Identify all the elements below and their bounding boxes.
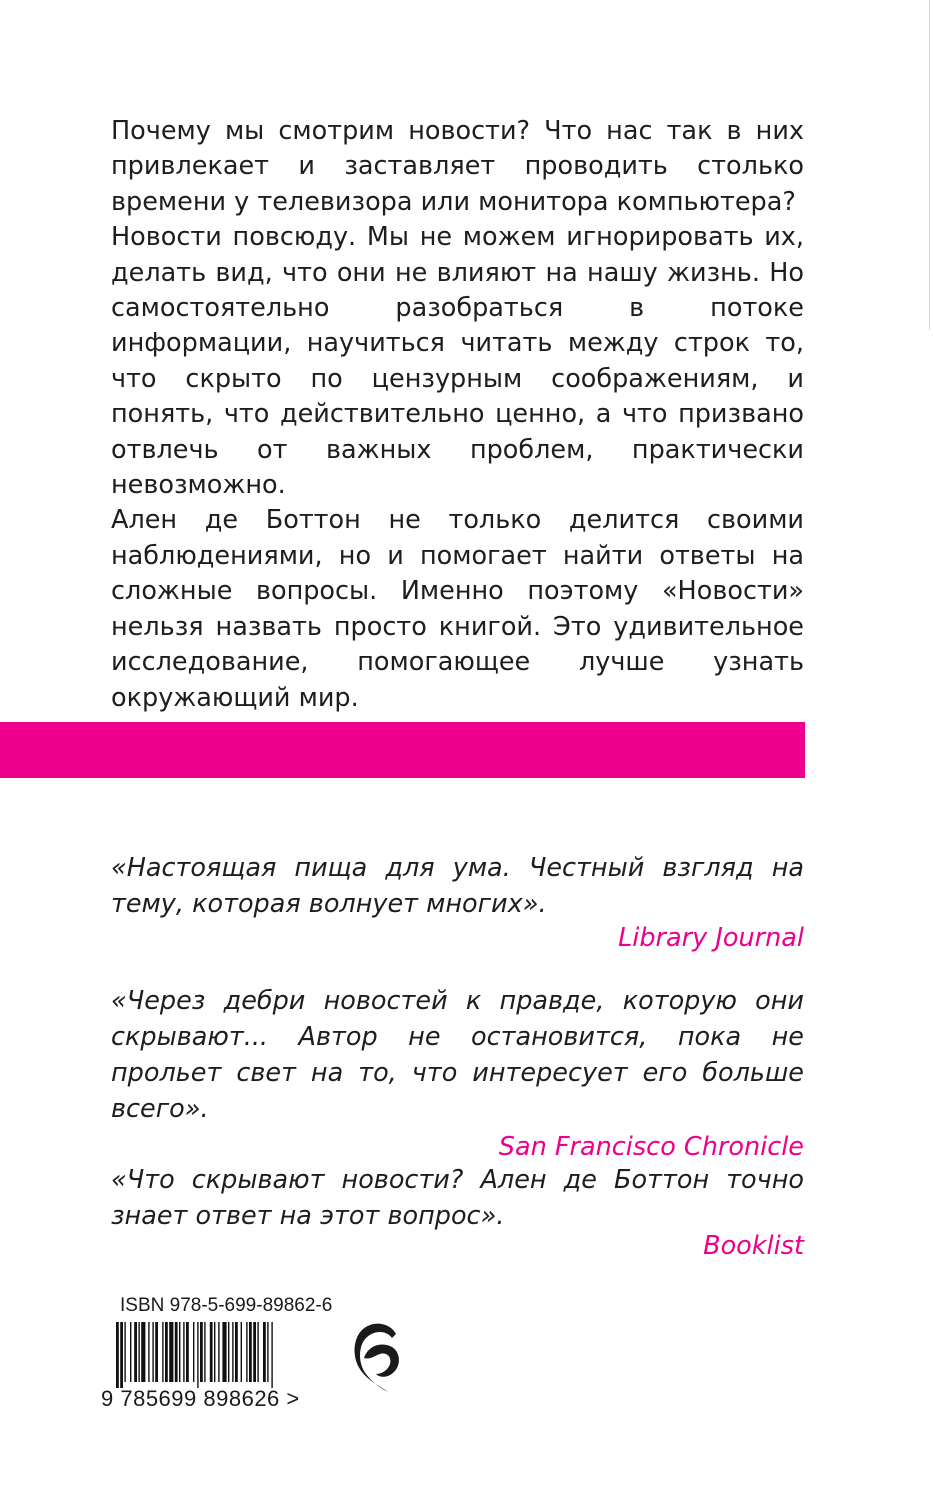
barcode-bar: [155, 1322, 158, 1382]
barcode-bar: [169, 1322, 173, 1382]
barcode-bar: [162, 1322, 163, 1382]
description-paragraph-1: Почему мы смотрим новости? Что нас так в них привлекает и заставляет проводить столько времени у телевизора или монитора компьютера?: [111, 116, 804, 217]
review-quote-text: «Настоящая пища для ума. Честный взгляд на тему, которая волнует многих».: [111, 853, 804, 919]
isbn-barcode: [116, 1322, 320, 1388]
barcode-bar: [193, 1322, 194, 1382]
barcode-bar: [134, 1322, 137, 1382]
barcode-digits: 9 785699 898626 >: [101, 1386, 300, 1411]
review-quote-1: [111, 850, 804, 956]
isbn-label: ISBN 978-5-699-89862-6: [120, 1295, 333, 1316]
barcode-bar: [232, 1322, 233, 1382]
review-quote-3: [111, 1162, 804, 1264]
barcode-bar: [267, 1322, 268, 1382]
barcode-bar: [124, 1322, 125, 1382]
barcode-bar: [222, 1322, 226, 1382]
review-quote-2: [111, 983, 804, 1165]
page-edge-line: [929, 0, 930, 330]
barcode-bar: [120, 1322, 123, 1388]
barcode-bar: [130, 1322, 131, 1382]
barcode-bar: [197, 1322, 198, 1388]
barcode-bar: [257, 1322, 258, 1382]
barcode-bar: [165, 1322, 168, 1382]
barcode-bar: [253, 1322, 256, 1382]
barcode-bar: [228, 1322, 229, 1382]
barcode-bar: [179, 1322, 180, 1382]
barcode-bar: [186, 1322, 189, 1382]
barcode-bar: [116, 1322, 119, 1388]
barcode-bar: [218, 1322, 219, 1382]
eksmo-logo-icon: [350, 1316, 406, 1396]
barcode-bar: [214, 1322, 215, 1382]
barcode-bar: [152, 1322, 153, 1382]
book-description: [111, 114, 804, 716]
accent-bar: [0, 722, 805, 778]
barcode-bar: [246, 1322, 247, 1382]
review-quote-source: San Francisco Chronicle: [498, 1132, 804, 1162]
description-paragraph-2: Новости повсюду. Мы не можем игнорировать их, делать вид, что они не влияют на нашу жизнь. Но самостоятельно разобраться в потоке информации, научиться читать между строк то, что скрыто по цензурным соображениям, и понять, что действительно ценно, а что призвано отвлечь от важных проблем, практически невозможно.: [111, 222, 804, 501]
description-paragraph-3: Ален де Боттон не только делится своими наблюдениями, но и помогает найти ответы на сложные вопросы. Именно поэтому «Новости» нельзя назвать просто книгой. Это удивительное исследование, помогающее лучше узнать окружающий мир.: [111, 505, 804, 713]
barcode-bar: [210, 1322, 213, 1382]
barcode-bar: [183, 1322, 184, 1382]
review-quote-text: «Через дебри новостей к правде, которую они скрывают... Автор не остановится, пока не прольет свет на то, что интересует его больше всего».: [111, 986, 804, 1124]
review-quote-source: Booklist: [703, 1231, 804, 1261]
barcode-bar: [148, 1322, 149, 1382]
review-quote-text: «Что скрывают новости? Ален де Боттон точно знает ответ на этот вопрос».: [111, 1165, 804, 1231]
barcode-bar: [271, 1322, 272, 1388]
barcode-bar: [235, 1322, 238, 1382]
barcode-bar: [241, 1322, 242, 1382]
review-quote-source: Library Journal: [618, 923, 804, 953]
barcode-bar: [263, 1322, 266, 1382]
barcode-bar: [204, 1322, 205, 1382]
barcode-bar: [138, 1322, 139, 1382]
barcode-bar: [249, 1322, 252, 1382]
barcode-bar: [200, 1322, 203, 1382]
barcode-bar: [141, 1322, 145, 1382]
barcode-bar: [175, 1322, 178, 1382]
